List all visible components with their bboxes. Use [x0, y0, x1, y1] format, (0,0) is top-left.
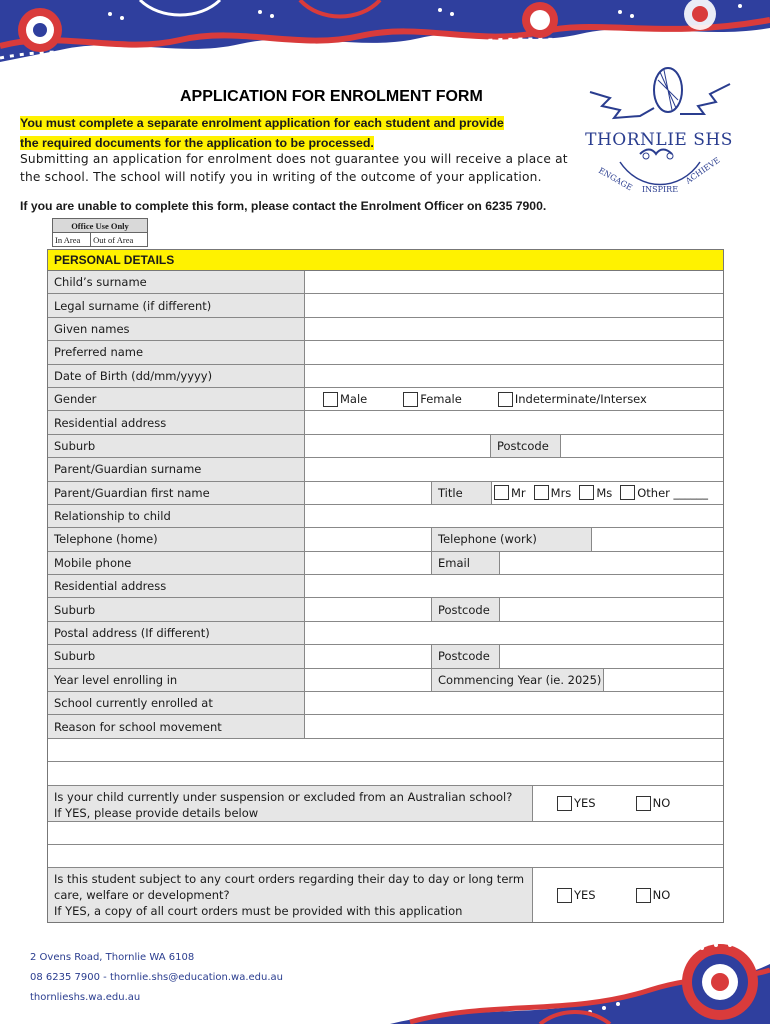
row-suburb-2 — [48, 598, 723, 621]
personal-details-form — [47, 249, 724, 923]
court-no-label: NO — [652, 888, 671, 903]
input-commencing-year[interactable] — [604, 669, 723, 691]
row-parent-surname — [48, 458, 723, 481]
school-name: THORNLIE SHS — [585, 130, 733, 150]
page-title: APPLICATION FOR ENROLMENT FORM — [180, 88, 483, 105]
input-mobile[interactable] — [305, 552, 432, 574]
input-tel-work[interactable] — [592, 528, 723, 550]
title-mr-option[interactable] — [494, 485, 526, 500]
input-suburb[interactable] — [305, 435, 491, 457]
checkbox-male[interactable] — [323, 392, 338, 407]
row-suspension-details-1 — [48, 822, 723, 845]
label-current-school: School currently enrolled at — [48, 692, 305, 714]
footer-address: 2 Ovens Road, Thornlie WA 6108 — [30, 952, 195, 963]
gender-male-label: Male — [340, 392, 368, 407]
label-preferred-name: Preferred name — [48, 341, 305, 363]
gender-indeterminate-option[interactable] — [498, 392, 647, 407]
label-legal-surname: Legal surname (if different) — [48, 294, 305, 316]
row-suburb — [48, 435, 723, 458]
title-mrs-option[interactable] — [534, 485, 572, 500]
label-reason: Reason for school movement — [48, 715, 305, 737]
office-use-title: Office Use Only — [53, 219, 148, 233]
label-postcode: Postcode — [491, 435, 561, 457]
highlight-line-2: the required documents for the application to be processed. — [20, 136, 374, 150]
input-reason-extra-2[interactable] — [48, 762, 723, 784]
label-postcode-2: Postcode — [432, 598, 500, 620]
label-gender: Gender — [48, 388, 305, 410]
title-other-option[interactable] — [620, 485, 708, 500]
row-given-names — [48, 318, 723, 341]
label-relationship: Relationship to child — [48, 505, 305, 527]
suspension-answers — [533, 786, 723, 821]
footer-phone-email[interactable]: 08 6235 7900 - thornlie.shs@education.wa.edu.au — [30, 972, 284, 983]
label-parent-first-name: Parent/Guardian first name — [48, 482, 305, 504]
gender-indeterminate-label: Indeterminate/Intersex — [514, 392, 647, 407]
row-parent-first-name — [48, 482, 723, 505]
input-suburb-3[interactable] — [305, 645, 432, 667]
input-reason[interactable] — [305, 715, 723, 737]
checkbox-suspension-yes[interactable] — [557, 796, 572, 811]
footer-contact — [30, 948, 283, 1008]
input-year-level[interactable] — [305, 669, 432, 691]
input-childs-surname[interactable] — [305, 271, 723, 293]
label-mobile: Mobile phone — [48, 552, 305, 574]
checkbox-female[interactable] — [403, 392, 418, 407]
label-tel-work: Telephone (work) — [432, 528, 592, 550]
label-childs-surname: Child’s surname — [48, 271, 305, 293]
input-residential-address-2[interactable] — [305, 575, 723, 597]
input-parent-first-name[interactable] — [305, 482, 432, 504]
input-legal-surname[interactable] — [305, 294, 723, 316]
title-ms-option[interactable] — [579, 485, 612, 500]
row-current-school — [48, 692, 723, 715]
motto-inspire: INSPIRE — [642, 185, 679, 194]
label-suburb-2: Suburb — [48, 598, 305, 620]
row-telephone — [48, 528, 723, 551]
label-residential-address: Residential address — [48, 411, 305, 433]
court-yes-label: YES — [574, 888, 596, 903]
label-suspension-question: Is your child currently under suspension or excluded from an Australian school? If YES, please provide details below — [48, 786, 533, 821]
suspension-yes-label: YES — [574, 796, 596, 811]
highlight-notice — [20, 112, 560, 152]
title-options — [492, 482, 723, 504]
input-postcode-2[interactable] — [500, 598, 723, 620]
label-suburb-3: Suburb — [48, 645, 305, 667]
input-tel-home[interactable] — [305, 528, 432, 550]
input-parent-surname[interactable] — [305, 458, 723, 480]
input-relationship[interactable] — [305, 505, 723, 527]
row-suburb-3 — [48, 645, 723, 668]
suspension-no-option[interactable] — [636, 796, 671, 811]
court-no-option[interactable] — [636, 888, 671, 903]
footer-art — [390, 924, 770, 1024]
row-residential-address-2 — [48, 575, 723, 598]
label-court-question: Is this student subject to any court orders regarding their day to day or long term care, welfare or development? If YES, a copy of all court orders must be provided with this application — [48, 868, 533, 922]
row-reason — [48, 715, 723, 738]
checkbox-indeterminate[interactable] — [498, 392, 513, 407]
row-legal-surname — [48, 294, 723, 317]
input-dob[interactable] — [305, 365, 723, 387]
label-tel-home: Telephone (home) — [48, 528, 305, 550]
title-other-label: Other ______ — [637, 485, 709, 500]
gender-female-option[interactable] — [403, 392, 462, 407]
label-title: Title — [432, 482, 492, 504]
contact-notice: If you are unable to complete this form, please contact the Enrolment Officer on 6235 7900. — [20, 199, 547, 213]
section-personal-details: PERSONAL DETAILS — [48, 250, 723, 271]
row-childs-surname — [48, 271, 723, 294]
label-given-names: Given names — [48, 318, 305, 340]
checkbox-mrs[interactable] — [534, 485, 549, 500]
checkbox-ms[interactable] — [579, 485, 594, 500]
suspension-yes-option[interactable] — [557, 796, 596, 811]
input-residential-address[interactable] — [305, 411, 723, 433]
office-out-of-area: Out of Area — [91, 233, 148, 247]
row-gender — [48, 388, 723, 411]
office-in-area: In Area — [53, 233, 91, 247]
label-residential-address-2: Residential address — [48, 575, 305, 597]
row-dob — [48, 365, 723, 388]
input-current-school[interactable] — [305, 692, 723, 714]
row-suspension-question — [48, 786, 723, 822]
row-relationship — [48, 505, 723, 528]
label-postcode-3: Postcode — [432, 645, 500, 667]
checkbox-court-no[interactable] — [636, 888, 651, 903]
input-postal-address[interactable] — [305, 622, 723, 644]
title-mrs-label: Mrs — [550, 485, 572, 500]
row-court-question — [48, 868, 723, 922]
checkbox-court-yes[interactable] — [557, 888, 572, 903]
checkbox-mr[interactable] — [494, 485, 509, 500]
input-suburb-2[interactable] — [305, 598, 432, 620]
input-suspension-details-1[interactable] — [48, 822, 723, 844]
row-year-level — [48, 669, 723, 692]
title-ms-label: Ms — [596, 485, 613, 500]
gender-female-label: Female — [420, 392, 462, 407]
notice-line-2: the school. The school will notify you in writing of the outcome of your application. — [20, 170, 542, 184]
gender-options — [305, 388, 723, 410]
court-yes-option[interactable] — [557, 888, 596, 903]
row-postal-address — [48, 622, 723, 645]
notice-line-1: Submitting an application for enrolment does not guarantee you will receive a place at — [20, 152, 568, 166]
label-email: Email — [432, 552, 500, 574]
label-suburb: Suburb — [48, 435, 305, 457]
label-commencing-year: Commencing Year (ie. 2025) — [432, 669, 604, 691]
checkbox-suspension-no[interactable] — [636, 796, 651, 811]
row-suspension-details-2 — [48, 845, 723, 868]
motto-achieve: ACHIEVE — [683, 155, 722, 186]
input-given-names[interactable] — [305, 318, 723, 340]
office-use-table — [52, 218, 148, 247]
input-suspension-details-2[interactable] — [48, 845, 723, 867]
checkbox-other[interactable] — [620, 485, 635, 500]
row-reason-extra-2 — [48, 762, 723, 785]
label-parent-surname: Parent/Guardian surname — [48, 458, 305, 480]
footer-website[interactable]: thornlieshs.wa.edu.au — [30, 992, 141, 1003]
title-mr-label: Mr — [511, 485, 526, 500]
label-dob: Date of Birth (dd/mm/yyyy) — [48, 365, 305, 387]
input-postcode[interactable] — [561, 435, 723, 457]
motto-engage: ENGAGE — [597, 165, 634, 193]
highlight-line-1: You must complete a separate enrolment application for each student and provide — [20, 116, 504, 130]
school-logo — [580, 62, 738, 210]
input-reason-extra-1[interactable] — [48, 739, 723, 761]
label-postal-address: Postal address (If different) — [48, 622, 305, 644]
input-postcode-3[interactable] — [500, 645, 723, 667]
court-answers — [533, 868, 723, 922]
row-mobile — [48, 552, 723, 575]
row-residential-address — [48, 411, 723, 434]
label-year-level: Year level enrolling in — [48, 669, 305, 691]
gender-male-option[interactable] — [323, 392, 367, 407]
row-reason-extra-1 — [48, 739, 723, 762]
enrolment-notice — [20, 150, 580, 186]
input-email[interactable] — [500, 552, 723, 574]
row-preferred-name — [48, 341, 723, 364]
suspension-no-label: NO — [652, 796, 671, 811]
input-preferred-name[interactable] — [305, 341, 723, 363]
